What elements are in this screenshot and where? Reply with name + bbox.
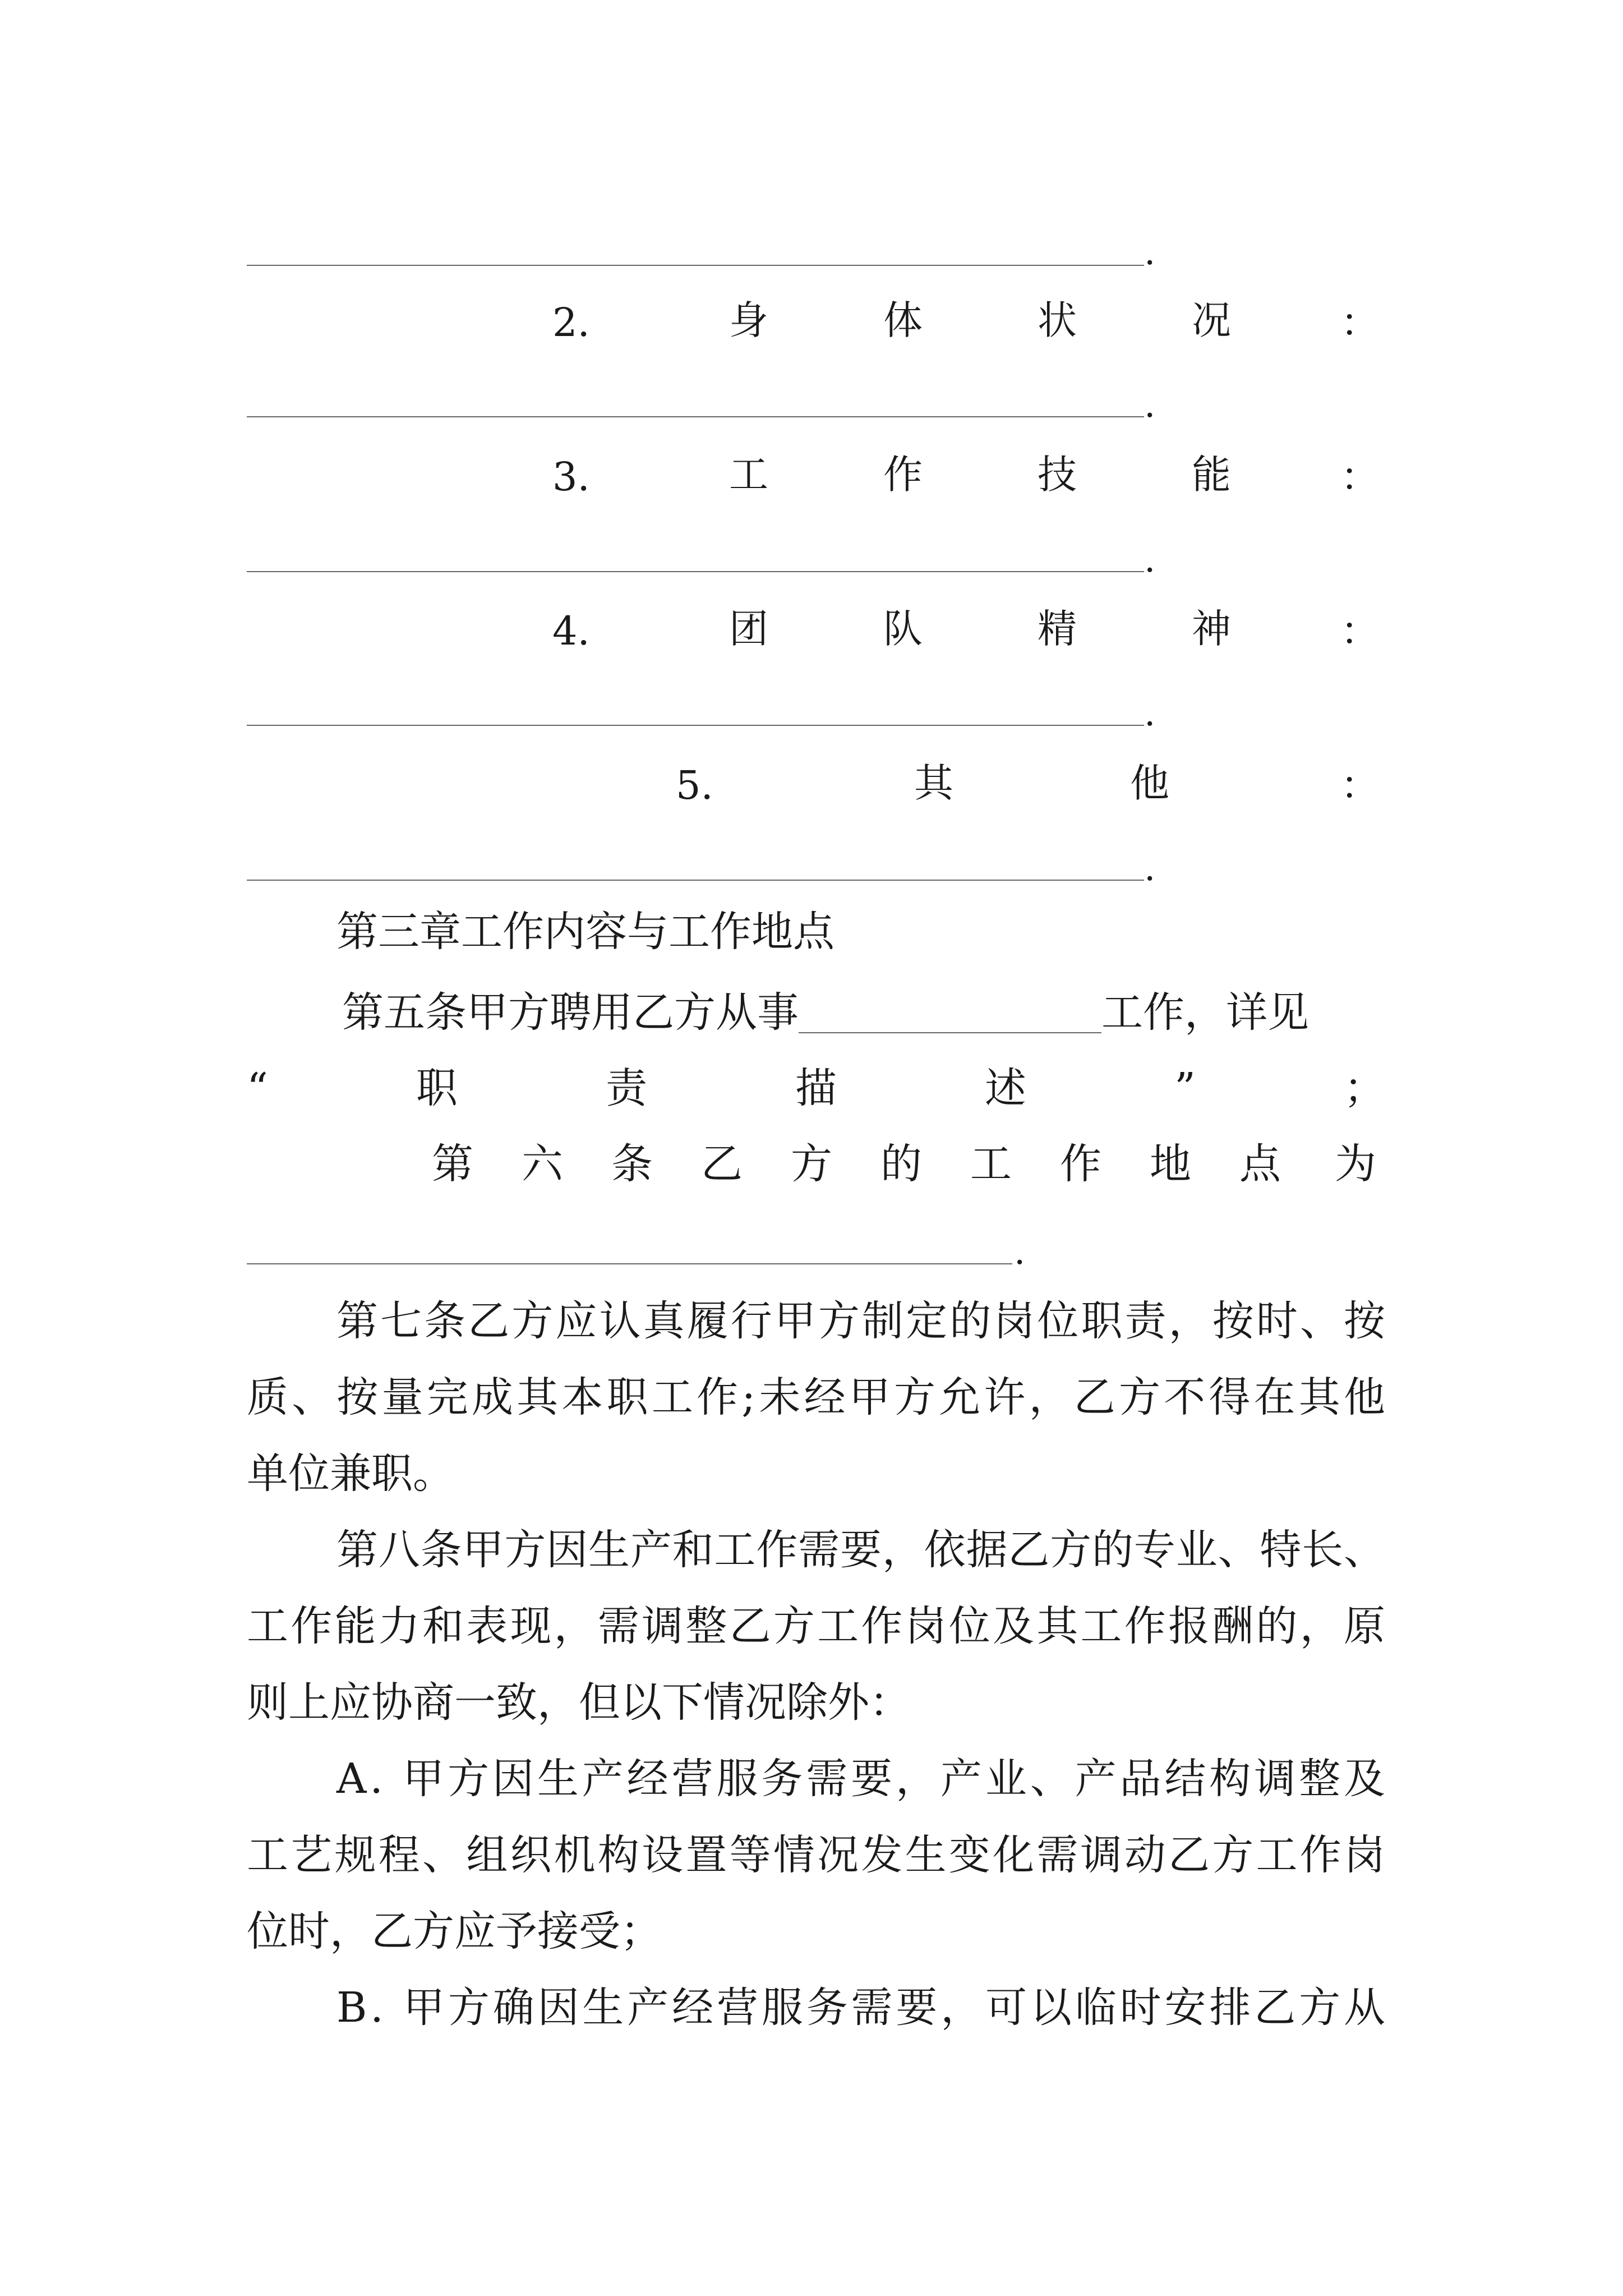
- period: .: [1144, 848, 1156, 889]
- article-6-char: 的: [880, 1140, 922, 1188]
- item-colon: ：: [1340, 300, 1380, 346]
- item-char: 神: [1192, 606, 1231, 652]
- item-colon: ：: [1340, 762, 1380, 808]
- item-a-line-3: 位时，乙方应予接受；: [247, 1907, 662, 1955]
- article-6-char: 作: [1060, 1140, 1101, 1188]
- item-colon: ：: [1340, 454, 1380, 500]
- fill-in-line: [247, 416, 1144, 417]
- article-5-line-2: “职责描述”；: [247, 1064, 1534, 1112]
- article-7-line-3: 单位兼职。: [247, 1450, 454, 1498]
- work-location-blank: [247, 1263, 1012, 1264]
- article-7-line-1: 第七条乙方应认真履行甲方制定的岗位职责，按时、按: [336, 1297, 1388, 1345]
- article-6-char: 方: [791, 1140, 832, 1188]
- fill-in-line: [247, 265, 1144, 266]
- period: .: [1144, 693, 1156, 734]
- item-number: 5.: [676, 762, 713, 808]
- item-char: 精: [1038, 606, 1077, 652]
- article-6-char: 第: [432, 1140, 473, 1188]
- item-number: 2.: [552, 300, 590, 346]
- article-8-line-2: 工作能力和表现，需调整乙方工作岗位及其工作报酬的，原: [247, 1602, 1388, 1650]
- job-blank: [799, 996, 1101, 1033]
- article-5: [342, 988, 1309, 1037]
- item-char: 况: [1192, 297, 1231, 343]
- item-char: 团: [729, 606, 768, 652]
- article-6-char: 为: [1335, 1140, 1376, 1188]
- period: .: [1144, 232, 1156, 273]
- fill-in-line: [247, 880, 1144, 881]
- article-8-line-3: 则上应协商一致，但以下情况除外：: [247, 1678, 911, 1727]
- article-6-char: 工: [970, 1140, 1012, 1188]
- item-char: 体: [883, 297, 923, 343]
- item-char: 作: [883, 452, 923, 498]
- item-char: 状: [1038, 297, 1077, 343]
- article-5-text-end: 工作，详见: [1101, 988, 1309, 1037]
- article-6-char: 地: [1150, 1140, 1191, 1188]
- item-char: 他: [1130, 760, 1169, 806]
- item-char: 身: [729, 297, 768, 343]
- article-6-char: 点: [1239, 1140, 1281, 1188]
- fill-in-line: [247, 571, 1144, 572]
- item-a-line-1: A. 甲方因生产经营服务需要，产业、产品结构调整及: [336, 1755, 1389, 1803]
- period: .: [1014, 1231, 1026, 1273]
- period: .: [1144, 384, 1156, 426]
- item-b-line-1: B. 甲方确因生产经营服务需要，可以临时安排乙方从: [336, 1984, 1389, 2032]
- item-a-line-2: 工艺规程、组织机构设置等情况发生变化需调动乙方工作岗: [247, 1831, 1388, 1879]
- item-char: 技: [1038, 452, 1077, 498]
- item-char: 队: [883, 606, 923, 652]
- item-char: 能: [1192, 452, 1231, 498]
- article-8-line-1: 第八条甲方因生产和工作需要，依据乙方的专业、特长、: [336, 1526, 1386, 1574]
- article-5-text: 第五条甲方聘用乙方从事: [342, 988, 799, 1037]
- article-7-line-2: 质、按量完成其本职工作;未经甲方允许，乙方不得在其他: [247, 1373, 1389, 1421]
- item-colon: ：: [1340, 608, 1380, 654]
- article-6-char: 六: [522, 1140, 563, 1188]
- item-char: 其: [914, 760, 953, 806]
- fill-in-line: [247, 725, 1144, 726]
- article-6-char: 乙: [701, 1140, 743, 1188]
- item-number: 4.: [552, 608, 590, 654]
- period: .: [1144, 539, 1156, 581]
- item-char: 工: [729, 452, 768, 498]
- item-number: 3.: [552, 454, 590, 500]
- chapter-heading: 第三章工作内容与工作地点: [336, 908, 834, 956]
- article-6-char: 条: [611, 1140, 653, 1188]
